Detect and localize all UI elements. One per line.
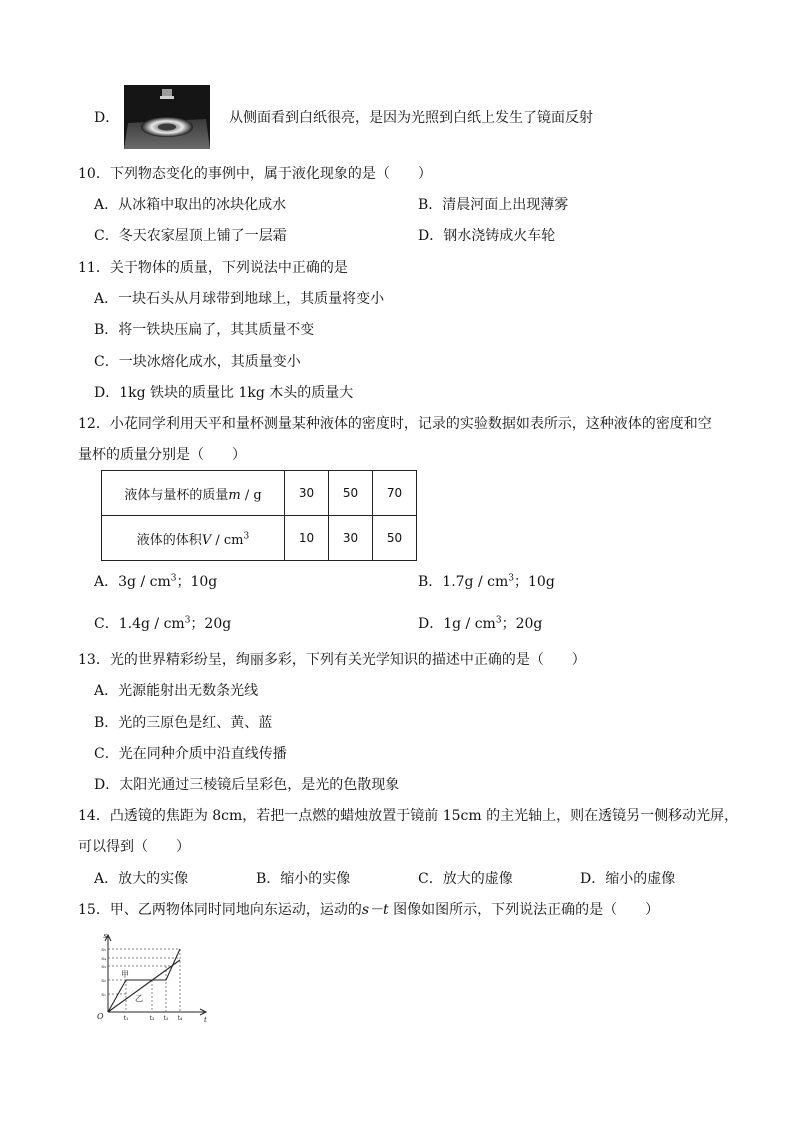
q13-option-c: C．光在同种介质中沿直线传播	[94, 746, 287, 762]
q13-stem: 13．光的世界精彩纷呈，绚丽多彩，下列有关光学知识的描述中正确的是（ ）	[78, 652, 586, 668]
q14-stem-line1: 14．凸透镜的焦距为 8cm，若把一点燃的蜡烛放置于镜前 15cm 的主光轴上，则在透镜另一侧移动光屏，	[78, 808, 739, 824]
yi-label: 乙	[135, 994, 143, 1003]
table-row	[102, 516, 417, 561]
q11-stem: 11．关于物体的质量，下列说法中正确的是	[78, 260, 348, 276]
q14-option-a: A．放大的实像	[94, 871, 189, 887]
q12-option-c: C．$1.4g / cm^3$；20g	[94, 615, 232, 632]
q15-stem: 15．甲、乙两物体同时同地向东运动，运动的s－t 图像如图所示，下列说法正确的是（ ）	[78, 902, 660, 918]
table-row	[102, 471, 417, 516]
line-yi	[108, 960, 180, 1012]
q10-option-c: C．冬天农家屋顶上铺了一层霜	[94, 228, 287, 244]
q14-option-d: D．缩小的虚像	[580, 871, 676, 887]
table-cell: 10	[285, 516, 329, 561]
q10-option-a: A．从冰箱中取出的冰块化成水	[94, 197, 287, 213]
q9-option-d-label: D．	[94, 110, 120, 126]
y-tick-label: s₅	[101, 947, 106, 953]
origin-label: O	[97, 1012, 104, 1021]
y-tick-label: s₃	[101, 964, 106, 970]
y-tick-label: s₁	[101, 992, 106, 998]
q13-option-b: B．光的三原色是红、黄、蓝	[94, 715, 273, 731]
y-axis-label: s	[103, 932, 107, 940]
x-tick-label: t₂	[149, 1015, 155, 1022]
q12-stem-line1: 12．小花同学利用天平和量杯测量某种液体的密度时，记录的实验数据如表所示，这种液体的密度和空	[78, 416, 712, 432]
q10-option-b: B．清晨河面上出现薄雾	[418, 197, 569, 213]
q12-option-a: A．$3g / cm^3$；10g	[94, 573, 218, 590]
light-on-paper-illustration	[124, 85, 210, 149]
q14-option-c: C．放大的虚像	[418, 871, 513, 887]
light-on-paper-photo	[124, 85, 210, 149]
q11-option-b: B．将一铁块压扁了，其其质量不变	[94, 322, 315, 338]
q15-s-t-graph	[88, 930, 216, 1022]
y-tick-label: s₂	[101, 978, 106, 984]
table-cell: 70	[373, 471, 417, 516]
table-row-label: 液体的体积V / $cm^3$	[102, 516, 285, 561]
x-axis-label: t	[204, 1016, 207, 1022]
x-tick-label: t₁	[123, 1015, 129, 1022]
q13-option-a: A．光源能射出无数条光线	[94, 683, 259, 699]
table-cell: 50	[329, 471, 373, 516]
table-cell: 50	[373, 516, 417, 561]
q11-option-d: D．1kg 铁块的质量比 1kg 木头的质量大	[94, 385, 354, 401]
q13-option-d: D．太阳光通过三棱镜后呈彩色，是光的色散现象	[94, 777, 400, 793]
x-tick-label: t₄	[177, 1015, 183, 1022]
table-cell: 30	[329, 516, 373, 561]
x-tick-label: t₃	[163, 1015, 169, 1022]
q14-stem-line2: 可以得到（ ）	[78, 839, 190, 855]
q10-option-d: D．钢水浇铸成火车轮	[418, 228, 556, 244]
q12-option-d: D．$1g / cm^3$；20g	[418, 615, 543, 632]
q14-option-b: B．缩小的实像	[256, 871, 351, 887]
q12-option-b: B．$1.7g / cm^3$；10g	[418, 573, 555, 590]
y-tick-label: s₄	[101, 956, 106, 962]
table-row-label: 液体与量杯的质量m / g	[102, 471, 285, 516]
line-jia	[108, 949, 180, 1012]
q9-option-d-text: 从侧面看到白纸很亮，是因为光照到白纸上发生了镜面反射	[229, 110, 593, 126]
jia-label: 甲	[121, 970, 129, 979]
q12-data-table	[101, 470, 417, 561]
q11-option-c: C．一块冰熔化成水，其质量变小	[94, 354, 301, 370]
table-cell: 30	[285, 471, 329, 516]
q11-option-a: A．一块石头从月球带到地球上，其质量将变小	[94, 291, 385, 307]
q10-stem: 10．下列物态变化的事例中，属于液化现象的是（ ）	[78, 166, 432, 182]
q12-stem-line2: 量杯的质量分别是（ ）	[78, 447, 246, 463]
